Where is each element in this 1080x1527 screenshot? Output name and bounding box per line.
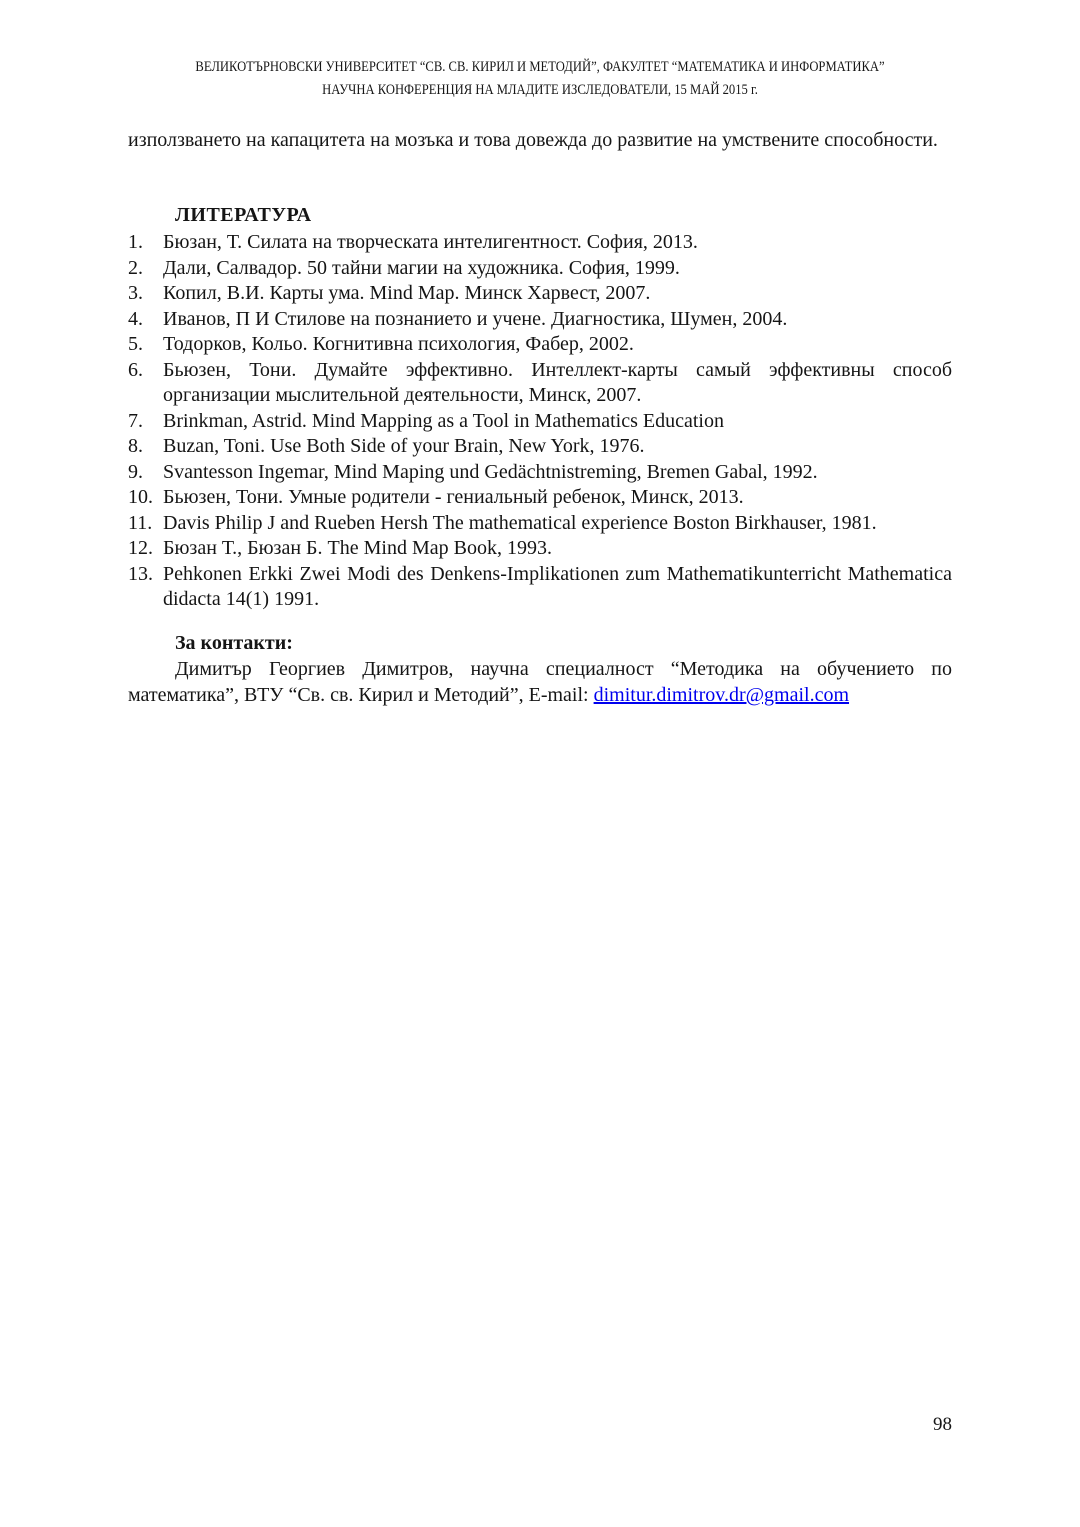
literature-heading: ЛИТЕРАТУРА (175, 204, 312, 226)
reference-number: 9. (128, 460, 143, 483)
reference-item (128, 307, 952, 333)
reference-text: Svantesson Ingemar, Mind Maping und Gedächtnistreming, Bremen Gabal, 1992. (163, 460, 818, 483)
page-number: 98 (933, 1414, 952, 1435)
reference-text: Бюзан, Т. Силата на творческата интелигентност. София, 2013. (163, 231, 698, 253)
reference-list (128, 230, 952, 613)
reference-item (128, 409, 952, 435)
reference-number: 1. (128, 231, 143, 253)
header-conference-line: НАУЧНА КОНФЕРЕНЦИЯ НА МЛАДИТЕ ИЗСЛЕДОВАТЕЛИ, 15 МАЙ 2015 г. (322, 82, 758, 98)
contacts-heading: За контакти: (175, 632, 293, 654)
header-university-line: ВЕЛИКОТЪРНОВСКИ УНИВЕРСИТЕТ “СВ. СВ. КИРИЛ И МЕТОДИЙ”, ФАКУЛТЕТ “МАТЕМАТИКА И ИНФОРМАТИКА” (195, 59, 885, 75)
reference-text: Бьюзен, Тони. Думайте эффективно. Интеллект-карты самый эффективны способ организации мыслительной деятельности, Минск, 2007. (163, 358, 952, 406)
intro-paragraph: използването на капацитета на мозъка и това довежда до развитие на умствените способности. (128, 129, 938, 151)
contact-email-link[interactable]: dimitur.dimitrov.dr@gmail.com (593, 684, 850, 706)
reference-item (128, 485, 952, 511)
reference-text: Тодорков, Кольо. Когнитивна психология, Фабер, 2002. (163, 333, 634, 355)
reference-number: 8. (128, 435, 143, 457)
reference-text: Buzan, Toni. Use Both Side of your Brain, New York, 1976. (163, 435, 645, 457)
reference-item (128, 434, 952, 460)
reference-item (128, 536, 952, 562)
reference-text: Бюзан Т., Бюзан Б. The Mind Map Book, 1993. (163, 537, 552, 559)
reference-number: 2. (128, 256, 143, 279)
reference-number: 10. (128, 486, 153, 508)
reference-number: 7. (128, 409, 143, 432)
reference-item (128, 358, 952, 409)
reference-item (128, 562, 952, 613)
reference-number: 6. (128, 358, 143, 381)
reference-item (128, 281, 952, 307)
reference-text: Бьюзен, Тони. Умные родители - гениальный ребенок, Минск, 2013. (163, 486, 744, 508)
reference-number: 11. (128, 511, 153, 534)
reference-item (128, 460, 952, 486)
reference-text: Дали, Салвадор. 50 тайни магии на художника. София, 1999. (163, 256, 680, 279)
reference-number: 4. (128, 307, 143, 330)
reference-text: Pehkonen Erkki Zwei Modi des Denkens-Implikationen zum Mathematikunterricht Mathematica didacta 14(1) 1991. (163, 562, 952, 610)
reference-item (128, 332, 952, 358)
running-header (0, 56, 1080, 102)
reference-number: 13. (128, 562, 153, 585)
reference-number: 12. (128, 537, 153, 559)
reference-text: Иванов, П И Стилове на познанието и учене. Диагностика, Шумен, 2004. (163, 307, 788, 330)
reference-item (128, 256, 952, 282)
contact-paragraph (128, 656, 952, 708)
contact-text: Димитър Георгиев Димитров, научна специалност “Методика на обучението по математика”, ВТУ “Св. св. Кирил и Методий”, E-mail: (128, 658, 952, 706)
reference-text: Brinkman, Astrid. Mind Mapping as a Tool in Mathematics Education (163, 409, 724, 432)
reference-number: 5. (128, 333, 143, 355)
reference-number: 3. (128, 282, 143, 304)
reference-item (128, 230, 952, 256)
reference-item (128, 511, 952, 537)
reference-text: Davis Philip J and Rueben Hersh The mathematical experience Boston Birkhauser, 1981. (163, 511, 877, 534)
reference-text: Копил, В.И. Карты ума. Mind Map. Минск Харвест, 2007. (163, 282, 651, 304)
